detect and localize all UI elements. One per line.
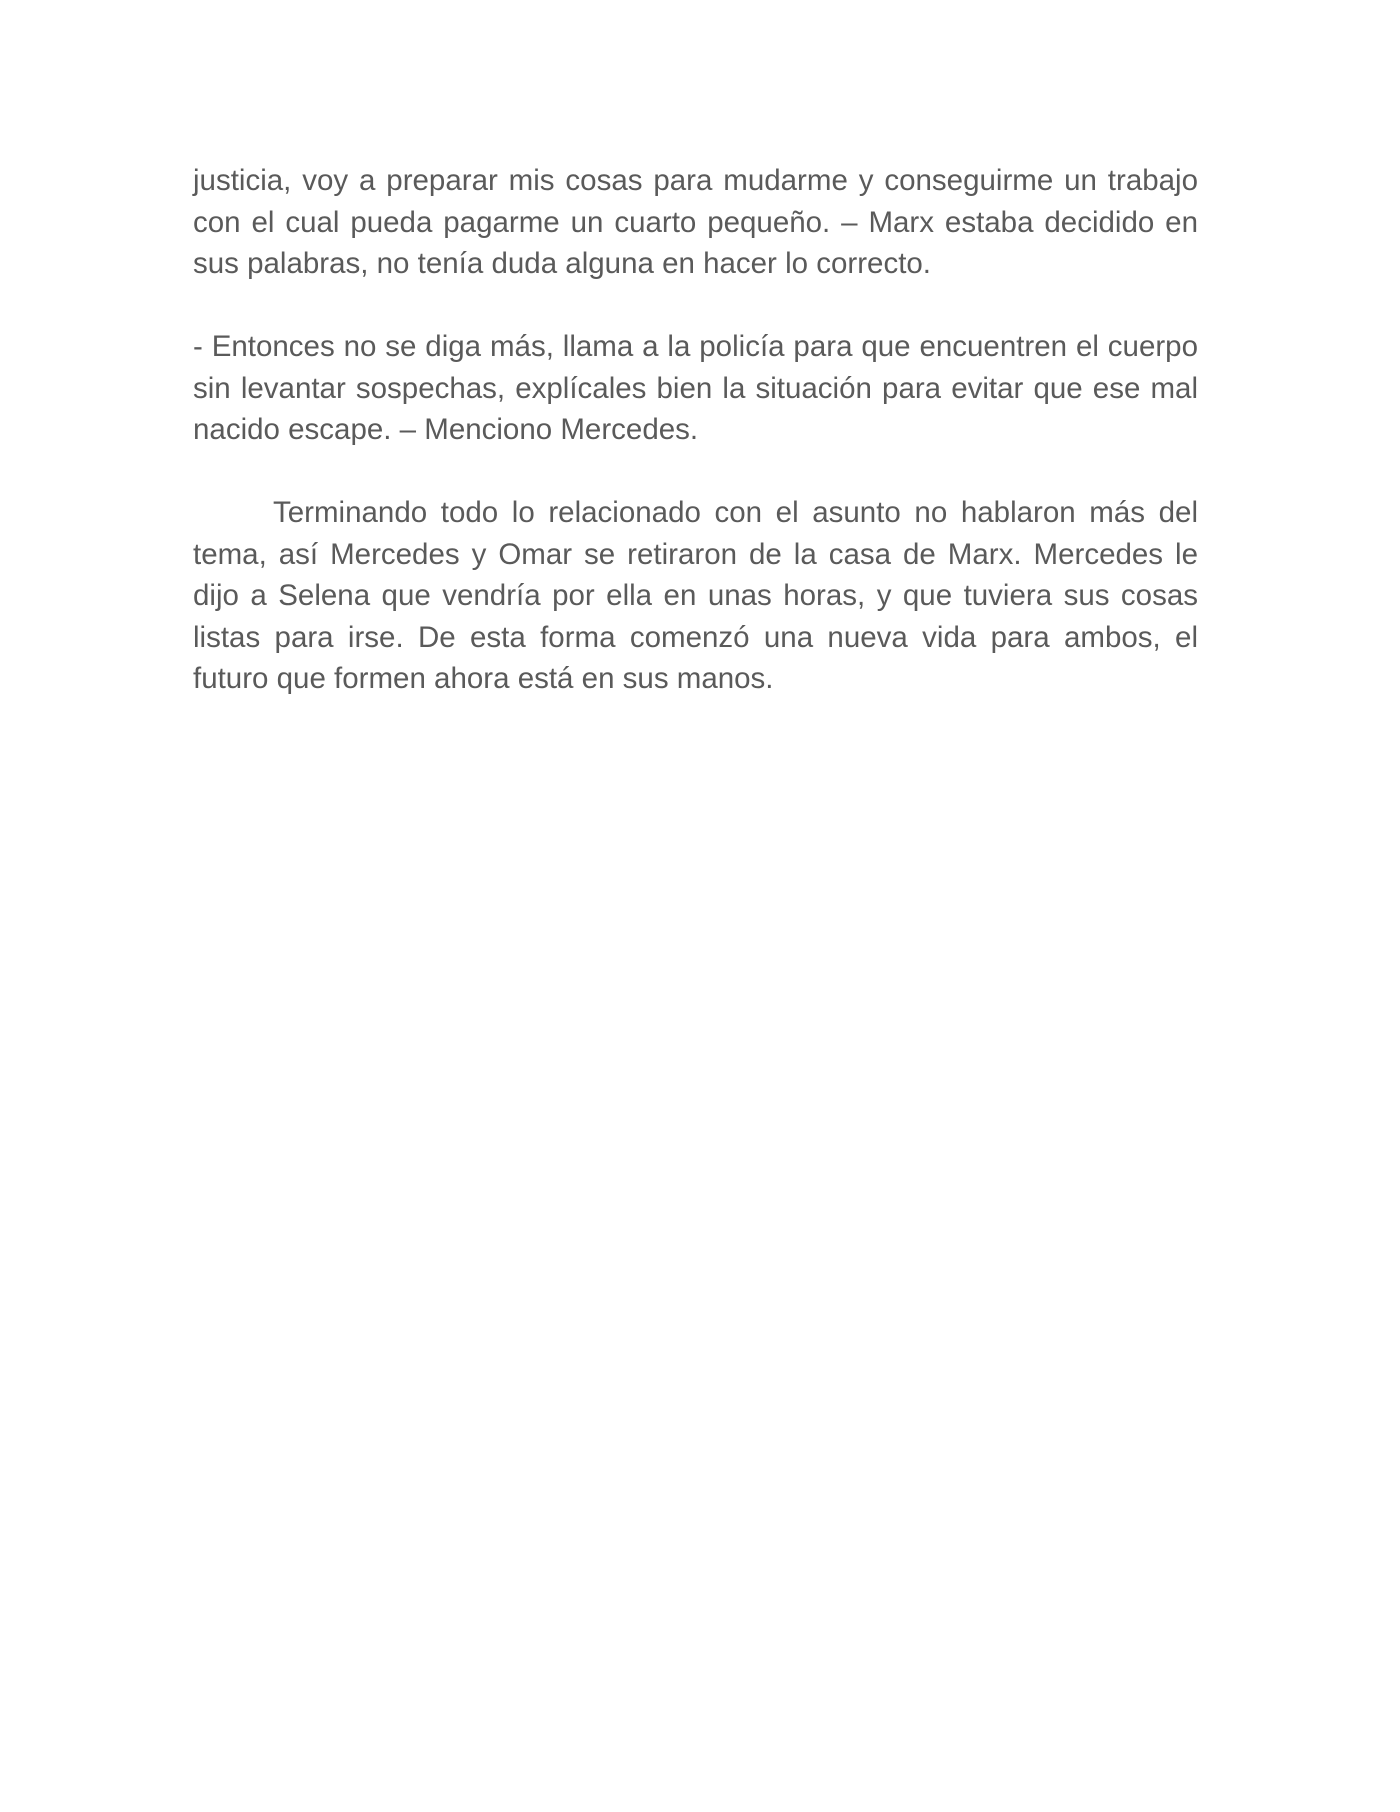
paragraph-dialogue: - Entonces no se diga más, llama a la policía para que encuentren el cuerpo sin levantar sospechas, explícales bien la situación para evitar que ese mal nacido escape. – Menciono Mercedes. — [193, 330, 1198, 446]
document-body — [193, 160, 1198, 741]
paragraph-continuation: justicia, voy a preparar mis cosas para mudarme y conseguirme un trabajo con el cual pueda pagarme un cuarto pequeño. – Marx estaba decidido en sus palabras, no tenía duda alguna en hacer lo correcto. — [193, 164, 1198, 280]
paragraph-narration: Terminando todo lo relacionado con el asunto no hablaron más del tema, así Mercedes y Omar se retiraron de la casa de Marx. Mercedes le dijo a Selena que vendría por ella en unas horas, y que tuviera sus cosas listas para irse. De esta forma comenzó una nueva vida para ambos, el futuro que formen ahora está en sus manos. — [193, 496, 1198, 695]
